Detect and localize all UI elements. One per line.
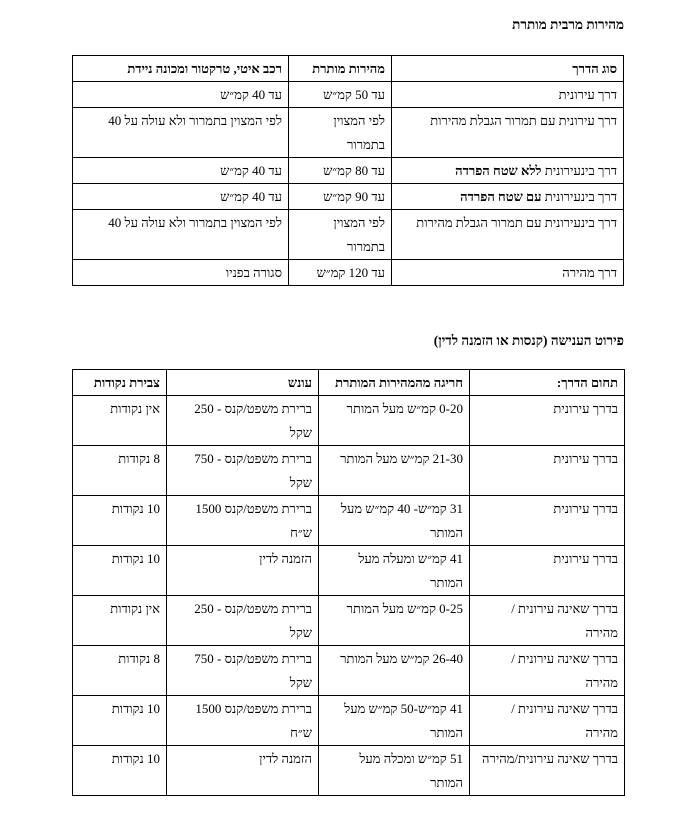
header-allowed-speed: מהירות מותרת	[289, 56, 392, 82]
speed-excess-cell: 0-20 קמ״ש מעל המותר	[319, 396, 470, 446]
penalty-row	[73, 446, 625, 496]
penalty-cell: הזמנה לדין	[167, 746, 319, 796]
points-cell: 10 נקודות	[73, 546, 167, 596]
road-type-cell	[392, 158, 624, 184]
penalty-cell: ברירת משפט/קנס - 250 שקל	[167, 596, 319, 646]
header-penalty: עונש	[167, 370, 319, 396]
penalties-header-row	[73, 370, 625, 396]
speed-limits-row	[73, 184, 624, 210]
penalty-cell: ברירת משפט/קנס - 750 שקל	[167, 646, 319, 696]
points-cell: אין נקודות	[73, 596, 167, 646]
road-type-text: דרך בינעירונית	[541, 189, 617, 204]
road-area-cell: בדרך שאינה עירונית / מהירה	[470, 646, 625, 696]
penalty-cell: ברירת משפט/קנס - 250 שקל	[167, 396, 319, 446]
speed-excess-cell: 41 קמ״ש-50 קמ״ש מעל המותר	[319, 696, 470, 746]
slow-vehicle-cell: סגורה בפניו	[73, 260, 289, 286]
road-area-cell: בדרך עירונית	[470, 446, 625, 496]
road-area-cell: בדרך שאינה עירונית/מהירה	[470, 746, 625, 796]
slow-vehicle-cell: עד 40 קמ״ש	[73, 184, 289, 210]
speed-excess-cell: 41 קמ״ש ומעלה מעל המותר	[319, 546, 470, 596]
penalty-cell: ברירת משפט/קנס - 750 שקל	[167, 446, 319, 496]
penalty-cell: ברירת משפט/קנס 1500 ש״ח	[167, 696, 319, 746]
points-cell: 8 נקודות	[73, 446, 167, 496]
penalty-row	[73, 696, 625, 746]
road-type-text: דרך עירונית עם תמרור הגבלת מהירות	[430, 113, 617, 128]
points-cell: 10 נקודות	[73, 746, 167, 796]
allowed-speed-cell: עד 90 קמ״ש	[289, 184, 392, 210]
points-cell: 10 נקודות	[73, 696, 167, 746]
header-speed-excess: חריגה מהמהירות המותרת	[319, 370, 470, 396]
penalties-table	[72, 369, 625, 796]
road-type-cell	[392, 260, 624, 286]
header-road-area: תחום הדרך:	[470, 370, 625, 396]
road-type-text: דרך בינעירונית	[541, 163, 617, 178]
penalty-cell: ברירת משפט/קנס 1500 ש״ח	[167, 496, 319, 546]
allowed-speed-cell: לפי המצוין בתמרור	[289, 108, 392, 158]
penalty-row	[73, 546, 625, 596]
allowed-speed-cell: עד 50 קמ״ש	[289, 82, 392, 108]
header-road-type: סוג הדרך	[392, 56, 624, 82]
road-type-text: דרך בינעירונית עם תמרור הגבלת מהירות	[416, 215, 617, 230]
slow-vehicle-cell: עד 40 קמ״ש	[73, 158, 289, 184]
road-type-text: דרך עירונית	[558, 87, 617, 102]
speed-excess-cell: 51 קמ״ש ומכלה מעל המותר	[319, 746, 470, 796]
speed-limits-table	[72, 55, 624, 286]
speed-excess-cell: 0-25 קמ״ש מעל המותר	[319, 596, 470, 646]
speed-excess-cell: 21-30 קמ״ש מעל המותר	[319, 446, 470, 496]
speed-limits-row	[73, 260, 624, 286]
slow-vehicle-cell: לפי המצוין בתמרור ולא עולה על 40	[73, 210, 289, 260]
allowed-speed-cell: עד 80 קמ״ש	[289, 158, 392, 184]
road-type-cell	[392, 210, 624, 260]
penalty-row	[73, 496, 625, 546]
speed-limits-row	[73, 210, 624, 260]
road-type-emphasis: עם שטח הפרדה	[460, 189, 542, 204]
points-cell: אין נקודות	[73, 396, 167, 446]
speed-excess-cell: 26-40 קמ״ש מעל המותר	[319, 646, 470, 696]
speed-limits-row	[73, 108, 624, 158]
road-area-cell: בדרך עירונית	[470, 396, 625, 446]
road-area-cell: בדרך עירונית	[470, 546, 625, 596]
points-cell: 10 נקודות	[73, 496, 167, 546]
road-type-cell	[392, 82, 624, 108]
road-type-cell	[392, 108, 624, 158]
header-slow-vehicle: רכב איטי, טרקטור ומכונה ניידת	[73, 56, 289, 82]
speed-limits-header-row	[73, 56, 624, 82]
road-area-cell: בדרך שאינה עירונית / מהירה	[470, 596, 625, 646]
road-type-text: דרך מהירה	[562, 265, 617, 280]
penalty-row	[73, 646, 625, 696]
allowed-speed-cell: עד 120 קמ״ש	[289, 260, 392, 286]
speed-limits-row	[73, 82, 624, 108]
penalty-row	[73, 596, 625, 646]
allowed-speed-cell: לפי המצוין בתמרור	[289, 210, 392, 260]
road-type-cell	[392, 184, 624, 210]
penalty-cell: הזמנה לדין	[167, 546, 319, 596]
road-area-cell: בדרך עירונית	[470, 496, 625, 546]
slow-vehicle-cell: עד 40 קמ״ש	[73, 82, 289, 108]
road-area-cell: בדרך שאינה עירונית / מהירה	[470, 696, 625, 746]
penalty-row	[73, 396, 625, 446]
speed-limits-row	[73, 158, 624, 184]
speed-excess-cell: 31 קמ״ש- 40 קמ״ש מעל המותר	[319, 496, 470, 546]
slow-vehicle-cell: לפי המצוין בתמרור ולא עולה על 40	[73, 108, 289, 158]
penalties-heading: פירוט הענישה (קנסות או הזמנה לדין)	[433, 333, 624, 348]
points-cell: 8 נקודות	[73, 646, 167, 696]
speed-limits-heading: מהירות מרבית מותרת	[512, 17, 624, 32]
road-type-emphasis: ללא שטח הפרדה	[455, 163, 542, 178]
penalty-row	[73, 746, 625, 796]
header-points: צבירת נקודות	[73, 370, 167, 396]
